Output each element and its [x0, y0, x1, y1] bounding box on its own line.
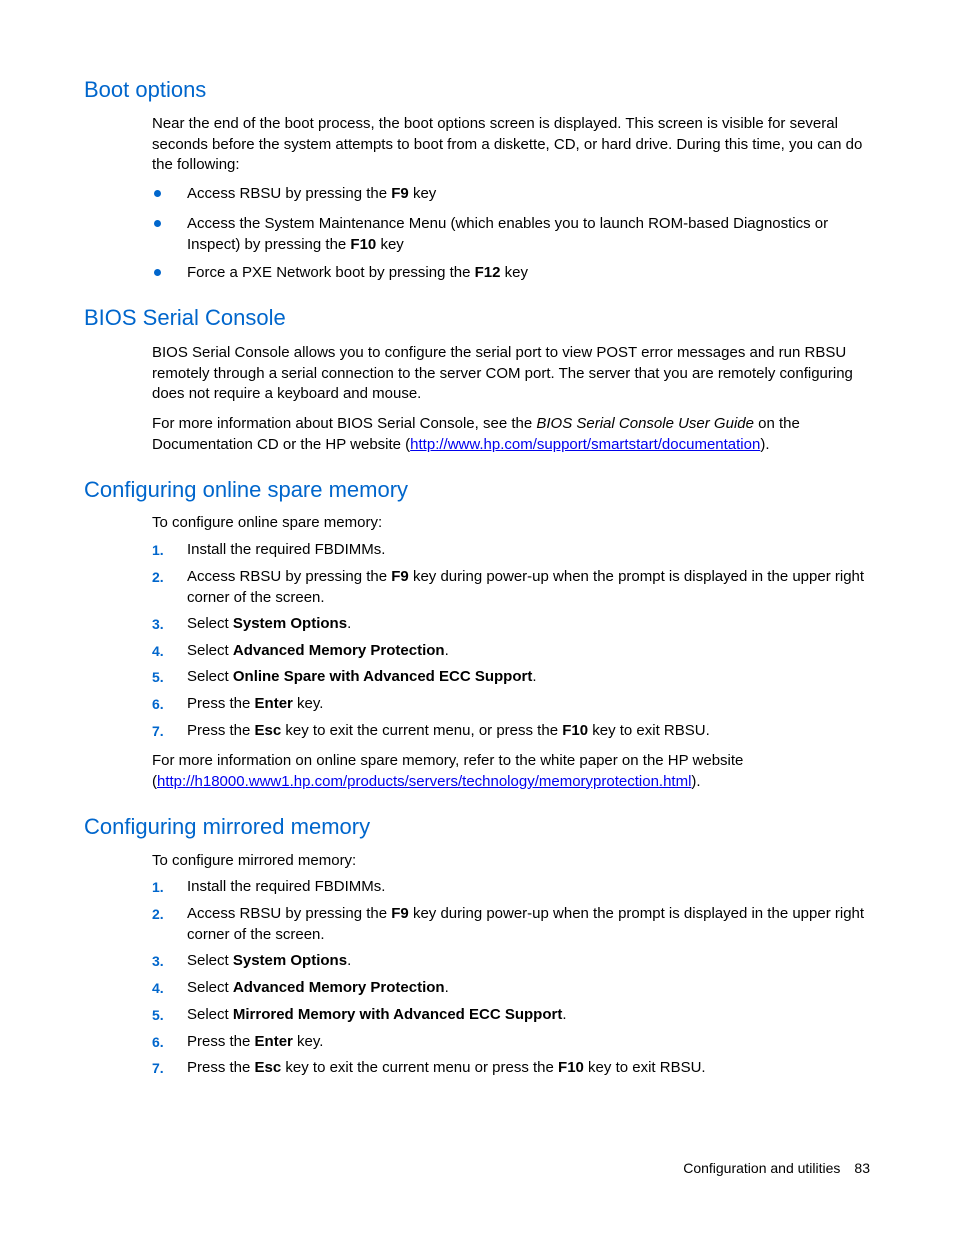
- memory-protection-link[interactable]: http://h18000.www1.hp.com/products/servers/technology/memoryprotection.html: [157, 772, 692, 790]
- list-item: 7. Press the Esc key to exit the current menu or press the F10 key to exit RBSU.: [152, 1059, 706, 1076]
- list-item: Access RBSU by pressing the F9 key: [152, 184, 872, 205]
- bullet-icon: [154, 220, 161, 227]
- spare-intro: To configure online spare memory:: [152, 514, 383, 531]
- heading-online-spare-memory: Configuring online spare memory: [84, 477, 409, 502]
- list-item: 3. Select System Options.: [152, 615, 352, 632]
- bios-more-info: For more information about BIOS Serial Console, see the BIOS Serial Console User Guide on the Documentation CD or the HP website (http://www.hp.com/support/smartstart/documentation).: [152, 415, 800, 453]
- footer-label: Configuration and utilities: [683, 1160, 841, 1176]
- list-item: 1. Install the required FBDIMMs.: [152, 541, 386, 558]
- list-item: 5. Select Mirrored Memory with Advanced ECC Support.: [152, 1006, 567, 1023]
- bios-paragraph: BIOS Serial Console allows you to configure the serial port to view POST error messages and run RBSU remotely through a serial connection to the server COM port. The server that you are remotely configuring does not require a keyboard and mouse.: [152, 344, 853, 402]
- bullet-icon: [154, 269, 161, 276]
- list-item: Force a PXE Network boot by pressing the F12 key: [152, 263, 872, 284]
- list-item: 6. Press the Enter key.: [152, 1033, 324, 1050]
- hp-documentation-link[interactable]: http://www.hp.com/support/smartstart/documentation: [410, 435, 761, 453]
- list-item: 5. Select Online Spare with Advanced ECC Support.: [152, 668, 537, 685]
- list-item: Access the System Maintenance Menu (which enables you to launch ROM-based Diagnostics or Inspect) by pressing the F10 key: [152, 214, 872, 255]
- list-item: 2. Access RBSU by pressing the F9 key during power-up when the prompt is displayed in the upper right corner of the screen.: [152, 568, 865, 606]
- boot-intro: Near the end of the boot process, the boot options screen is displayed. This screen is visible for several seconds before the system attempts to boot from a diskette, CD, or hard drive. During this time, you can do the following:: [152, 115, 863, 173]
- page-number: 83: [854, 1160, 870, 1176]
- heading-boot-options: Boot options: [84, 77, 207, 102]
- list-item: 4. Select Advanced Memory Protection.: [152, 979, 449, 996]
- heading-mirrored-memory: Configuring mirrored memory: [84, 814, 371, 839]
- list-item: 6. Press the Enter key.: [152, 695, 324, 712]
- list-item: 1. Install the required FBDIMMs.: [152, 878, 386, 895]
- bullet-icon: [154, 190, 161, 197]
- list-item: 3. Select System Options.: [152, 952, 352, 969]
- list-item: 2. Access RBSU by pressing the F9 key during power-up when the prompt is displayed in the upper right corner of the screen.: [152, 905, 865, 943]
- heading-bios-serial-console: BIOS Serial Console: [84, 305, 286, 330]
- mirror-intro: To configure mirrored memory:: [152, 852, 357, 869]
- spare-more-info: For more information on online spare memory, refer to the white paper on the HP website (http://h18000.www1.hp.com/products/servers/technology/memoryprotection.html).: [152, 752, 744, 790]
- list-item: 4. Select Advanced Memory Protection.: [152, 642, 449, 659]
- page-footer: [683, 1158, 870, 1179]
- list-item: 7. Press the Esc key to exit the current menu, or press the F10 key to exit RBSU.: [152, 722, 710, 739]
